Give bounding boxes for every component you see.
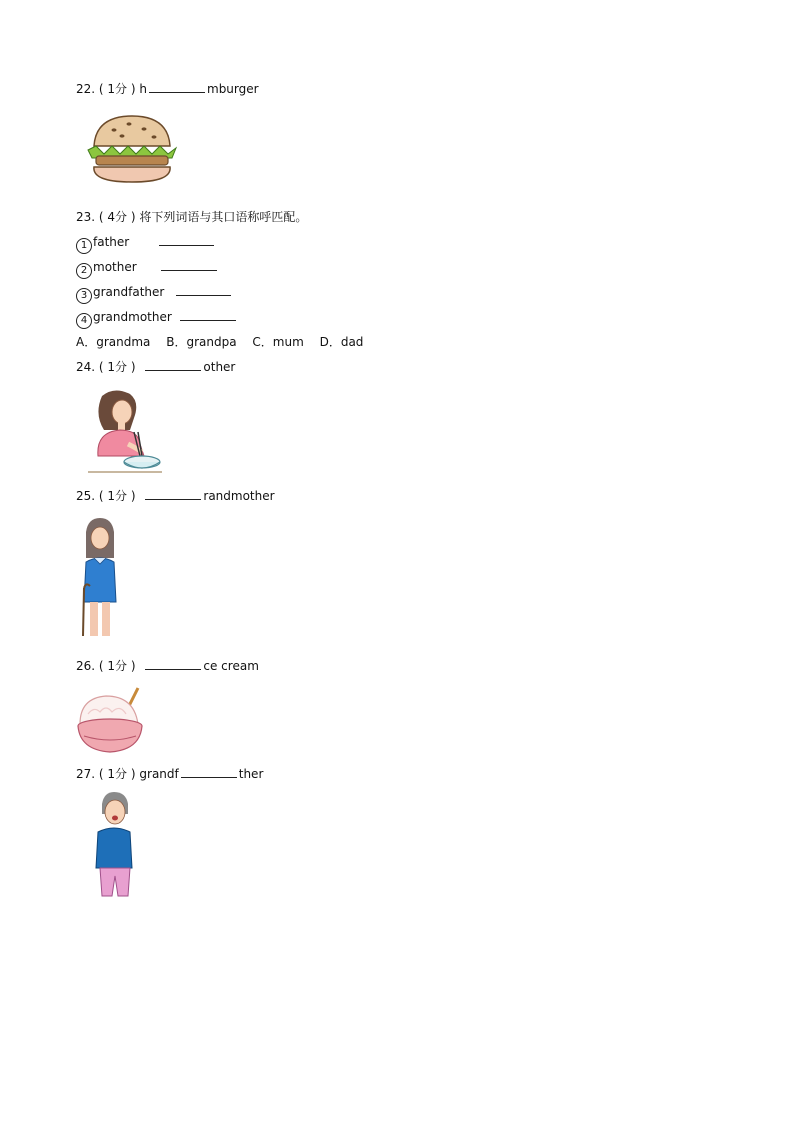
question-number: 22. bbox=[76, 82, 96, 96]
grandfather-icon bbox=[92, 792, 136, 898]
item-marker: 1 bbox=[76, 238, 92, 254]
word-prefix: h bbox=[139, 82, 147, 96]
grandmother-icon bbox=[78, 518, 122, 638]
option-c: C．mum bbox=[252, 335, 304, 349]
word-suffix: mburger bbox=[207, 82, 259, 96]
answer-blank[interactable] bbox=[181, 766, 237, 778]
answer-blank[interactable] bbox=[161, 259, 217, 271]
answer-blank[interactable] bbox=[176, 284, 231, 296]
question-number: 27. bbox=[76, 767, 96, 781]
answer-blank[interactable] bbox=[145, 658, 201, 670]
word-suffix: ther bbox=[238, 767, 264, 781]
question-number: 24. bbox=[76, 360, 96, 374]
question-24 bbox=[76, 359, 235, 375]
answer-blank[interactable] bbox=[159, 234, 214, 246]
question-25 bbox=[76, 488, 275, 504]
word-suffix: other bbox=[203, 360, 236, 374]
question-number: 26. bbox=[76, 659, 96, 673]
question-score: ( 4分 ) bbox=[98, 210, 136, 224]
question-instruction: 将下列词语与其口语称呼匹配。 bbox=[139, 210, 308, 224]
question-score: ( 1分 ) bbox=[98, 360, 136, 374]
question-26 bbox=[76, 658, 259, 674]
item-word: father bbox=[93, 235, 130, 249]
option-d: D．dad bbox=[319, 335, 364, 349]
item-marker: 2 bbox=[76, 263, 92, 279]
question-27 bbox=[76, 766, 263, 782]
question-23 bbox=[76, 209, 307, 225]
ice-cream-icon bbox=[76, 686, 144, 756]
word-suffix: randmother bbox=[203, 489, 275, 503]
item-word: grandfather bbox=[93, 285, 165, 299]
answer-blank[interactable] bbox=[145, 488, 201, 500]
question-score: ( 1分 ) bbox=[98, 82, 136, 96]
item-marker: 4 bbox=[76, 313, 92, 329]
answer-blank[interactable] bbox=[145, 359, 201, 371]
item-marker: 3 bbox=[76, 288, 92, 304]
answer-blank[interactable] bbox=[180, 309, 236, 321]
mother-cooking-icon bbox=[84, 388, 164, 476]
item-word: grandmother bbox=[93, 310, 172, 324]
match-options bbox=[76, 334, 375, 350]
match-item-4 bbox=[76, 309, 238, 329]
option-a: A．grandma bbox=[76, 335, 151, 349]
match-item-2 bbox=[76, 259, 219, 279]
match-item-1 bbox=[76, 234, 216, 254]
answer-blank[interactable] bbox=[149, 81, 205, 93]
question-score: ( 1分 ) bbox=[98, 489, 136, 503]
word-suffix: ce cream bbox=[203, 659, 259, 673]
question-score: ( 1分 ) bbox=[98, 767, 136, 781]
word-prefix: grandf bbox=[139, 767, 179, 781]
option-b: B．grandpa bbox=[166, 335, 237, 349]
match-item-3 bbox=[76, 284, 233, 304]
question-number: 23. bbox=[76, 210, 96, 224]
hamburger-icon bbox=[84, 112, 180, 186]
item-word: mother bbox=[93, 260, 137, 274]
question-22 bbox=[76, 81, 259, 97]
question-score: ( 1分 ) bbox=[98, 659, 136, 673]
question-number: 25. bbox=[76, 489, 96, 503]
